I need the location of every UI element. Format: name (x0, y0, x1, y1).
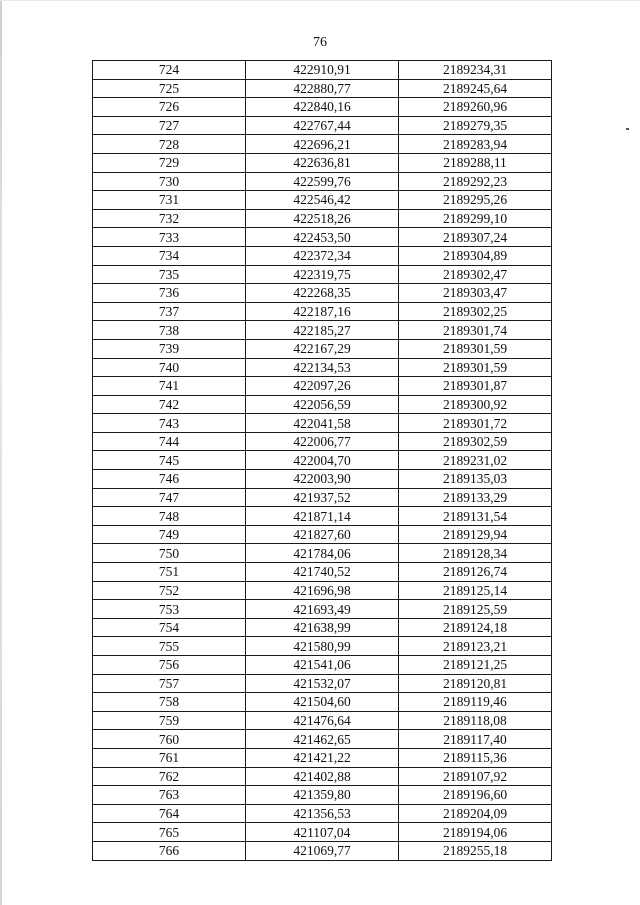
point-number-cell: 765 (93, 823, 246, 842)
table-row (93, 339, 552, 358)
y-coordinate-cell: 2189307,24 (399, 228, 552, 247)
y-coordinate-cell: 2189292,23 (399, 172, 552, 191)
x-coordinate-cell: 422880,77 (246, 79, 399, 98)
y-coordinate-cell: 2189301,59 (399, 339, 552, 358)
y-coordinate-cell: 2189119,46 (399, 693, 552, 712)
table-row (93, 637, 552, 656)
x-coordinate-cell: 421107,04 (246, 823, 399, 842)
x-coordinate-cell: 422185,27 (246, 321, 399, 340)
y-coordinate-cell: 2189196,60 (399, 786, 552, 805)
x-coordinate-cell: 421580,99 (246, 637, 399, 656)
point-number-cell: 751 (93, 563, 246, 582)
table-row (93, 507, 552, 526)
table-row (93, 674, 552, 693)
x-coordinate-cell: 422041,58 (246, 414, 399, 433)
point-number-cell: 733 (93, 228, 246, 247)
x-coordinate-cell: 421696,98 (246, 581, 399, 600)
table-row (93, 228, 552, 247)
y-coordinate-cell: 2189124,18 (399, 618, 552, 637)
point-number-cell: 741 (93, 377, 246, 396)
y-coordinate-cell: 2189279,35 (399, 116, 552, 135)
table-row (93, 414, 552, 433)
point-number-cell: 750 (93, 544, 246, 563)
y-coordinate-cell: 2189131,54 (399, 507, 552, 526)
table-row (93, 284, 552, 303)
point-number-cell: 743 (93, 414, 246, 433)
table-row (93, 841, 552, 860)
point-number-cell: 727 (93, 116, 246, 135)
y-coordinate-cell: 2189300,92 (399, 395, 552, 414)
table-row (93, 153, 552, 172)
point-number-cell: 763 (93, 786, 246, 805)
coordinates-table (92, 60, 552, 861)
x-coordinate-cell: 422003,90 (246, 470, 399, 489)
x-coordinate-cell: 422546,42 (246, 191, 399, 210)
y-coordinate-cell: 2189301,72 (399, 414, 552, 433)
x-coordinate-cell: 421504,60 (246, 693, 399, 712)
point-number-cell: 761 (93, 748, 246, 767)
y-coordinate-cell: 2189120,81 (399, 674, 552, 693)
y-coordinate-cell: 2189125,14 (399, 581, 552, 600)
y-coordinate-cell: 2189194,06 (399, 823, 552, 842)
point-number-cell: 756 (93, 656, 246, 675)
x-coordinate-cell: 421532,07 (246, 674, 399, 693)
y-coordinate-cell: 2189118,08 (399, 711, 552, 730)
y-coordinate-cell: 2189135,03 (399, 470, 552, 489)
x-coordinate-cell: 422910,91 (246, 61, 399, 80)
x-coordinate-cell: 421638,99 (246, 618, 399, 637)
point-number-cell: 732 (93, 209, 246, 228)
table-row (93, 488, 552, 507)
point-number-cell: 728 (93, 135, 246, 154)
x-coordinate-cell: 422636,81 (246, 153, 399, 172)
y-coordinate-cell: 2189204,09 (399, 804, 552, 823)
scan-edge-left (0, 0, 2, 905)
point-number-cell: 752 (93, 581, 246, 600)
table-row (93, 98, 552, 117)
x-coordinate-cell: 422599,76 (246, 172, 399, 191)
point-number-cell: 735 (93, 265, 246, 284)
point-number-cell: 759 (93, 711, 246, 730)
y-coordinate-cell: 2189126,74 (399, 563, 552, 582)
x-coordinate-cell: 422097,26 (246, 377, 399, 396)
table-row (93, 377, 552, 396)
point-number-cell: 744 (93, 432, 246, 451)
point-number-cell: 758 (93, 693, 246, 712)
y-coordinate-cell: 2189107,92 (399, 767, 552, 786)
point-number-cell: 749 (93, 525, 246, 544)
x-coordinate-cell: 421827,60 (246, 525, 399, 544)
table-row (93, 656, 552, 675)
table-row (93, 321, 552, 340)
table-row (93, 470, 552, 489)
x-coordinate-cell: 422187,16 (246, 302, 399, 321)
point-number-cell: 754 (93, 618, 246, 637)
x-coordinate-cell: 422134,53 (246, 358, 399, 377)
x-coordinate-cell: 422453,50 (246, 228, 399, 247)
table-row (93, 265, 552, 284)
point-number-cell: 757 (93, 674, 246, 693)
table-row (93, 209, 552, 228)
table-row (93, 786, 552, 805)
table-row (93, 432, 552, 451)
y-coordinate-cell: 2189128,34 (399, 544, 552, 563)
scan-edge-top (0, 0, 640, 1)
table-row (93, 693, 552, 712)
point-number-cell: 726 (93, 98, 246, 117)
x-coordinate-cell: 421356,53 (246, 804, 399, 823)
point-number-cell: 734 (93, 246, 246, 265)
table-row (93, 730, 552, 749)
table-row (93, 581, 552, 600)
table-row (93, 191, 552, 210)
y-coordinate-cell: 2189301,87 (399, 377, 552, 396)
point-number-cell: 725 (93, 79, 246, 98)
y-coordinate-cell: 2189303,47 (399, 284, 552, 303)
y-coordinate-cell: 2189129,94 (399, 525, 552, 544)
table-row (93, 246, 552, 265)
table-row (93, 525, 552, 544)
x-coordinate-cell: 421937,52 (246, 488, 399, 507)
table-row (93, 135, 552, 154)
table-row (93, 79, 552, 98)
x-coordinate-cell: 422518,26 (246, 209, 399, 228)
point-number-cell: 745 (93, 451, 246, 470)
y-coordinate-cell: 2189121,25 (399, 656, 552, 675)
point-number-cell: 755 (93, 637, 246, 656)
point-number-cell: 766 (93, 841, 246, 860)
y-coordinate-cell: 2189115,36 (399, 748, 552, 767)
point-number-cell: 746 (93, 470, 246, 489)
x-coordinate-cell: 422840,16 (246, 98, 399, 117)
point-number-cell: 748 (93, 507, 246, 526)
y-coordinate-cell: 2189283,94 (399, 135, 552, 154)
x-coordinate-cell: 421740,52 (246, 563, 399, 582)
x-coordinate-cell: 421871,14 (246, 507, 399, 526)
point-number-cell: 762 (93, 767, 246, 786)
table-row (93, 172, 552, 191)
table-row (93, 618, 552, 637)
y-coordinate-cell: 2189302,47 (399, 265, 552, 284)
y-coordinate-cell: 2189302,25 (399, 302, 552, 321)
x-coordinate-cell: 421462,65 (246, 730, 399, 749)
x-coordinate-cell: 422696,21 (246, 135, 399, 154)
y-coordinate-cell: 2189301,59 (399, 358, 552, 377)
table-row (93, 823, 552, 842)
x-coordinate-cell: 422006,77 (246, 432, 399, 451)
y-coordinate-cell: 2189123,21 (399, 637, 552, 656)
x-coordinate-cell: 422767,44 (246, 116, 399, 135)
table-row (93, 748, 552, 767)
table-row (93, 711, 552, 730)
y-coordinate-cell: 2189302,59 (399, 432, 552, 451)
x-coordinate-cell: 422056,59 (246, 395, 399, 414)
y-coordinate-cell: 2189288,11 (399, 153, 552, 172)
x-coordinate-cell: 422372,34 (246, 246, 399, 265)
point-number-cell: 764 (93, 804, 246, 823)
table-row (93, 116, 552, 135)
x-coordinate-cell: 421402,88 (246, 767, 399, 786)
x-coordinate-cell: 422319,75 (246, 265, 399, 284)
table-row (93, 767, 552, 786)
point-number-cell: 729 (93, 153, 246, 172)
x-coordinate-cell: 421069,77 (246, 841, 399, 860)
y-coordinate-cell: 2189299,10 (399, 209, 552, 228)
table-row (93, 451, 552, 470)
point-number-cell: 736 (93, 284, 246, 303)
y-coordinate-cell: 2189133,29 (399, 488, 552, 507)
point-number-cell: 753 (93, 600, 246, 619)
point-number-cell: 724 (93, 61, 246, 80)
y-coordinate-cell: 2189117,40 (399, 730, 552, 749)
x-coordinate-cell: 421784,06 (246, 544, 399, 563)
table-row (93, 544, 552, 563)
x-coordinate-cell: 421476,64 (246, 711, 399, 730)
x-coordinate-cell: 421421,22 (246, 748, 399, 767)
y-coordinate-cell: 2189245,64 (399, 79, 552, 98)
table-row (93, 61, 552, 80)
y-coordinate-cell: 2189231,02 (399, 451, 552, 470)
page-number: 76 (313, 35, 327, 50)
point-number-cell: 760 (93, 730, 246, 749)
table-row (93, 563, 552, 582)
y-coordinate-cell: 2189125,59 (399, 600, 552, 619)
x-coordinate-cell: 422004,70 (246, 451, 399, 470)
point-number-cell: 730 (93, 172, 246, 191)
scan-speck (626, 128, 629, 130)
y-coordinate-cell: 2189301,74 (399, 321, 552, 340)
x-coordinate-cell: 422268,35 (246, 284, 399, 303)
point-number-cell: 731 (93, 191, 246, 210)
y-coordinate-cell: 2189304,89 (399, 246, 552, 265)
point-number-cell: 738 (93, 321, 246, 340)
table-row (93, 600, 552, 619)
x-coordinate-cell: 421359,80 (246, 786, 399, 805)
table-row (93, 302, 552, 321)
point-number-cell: 740 (93, 358, 246, 377)
point-number-cell: 739 (93, 339, 246, 358)
x-coordinate-cell: 421541,06 (246, 656, 399, 675)
x-coordinate-cell: 422167,29 (246, 339, 399, 358)
table-row (93, 804, 552, 823)
table-row (93, 395, 552, 414)
y-coordinate-cell: 2189295,26 (399, 191, 552, 210)
point-number-cell: 747 (93, 488, 246, 507)
y-coordinate-cell: 2189260,96 (399, 98, 552, 117)
y-coordinate-cell: 2189255,18 (399, 841, 552, 860)
y-coordinate-cell: 2189234,31 (399, 61, 552, 80)
x-coordinate-cell: 421693,49 (246, 600, 399, 619)
coordinates-table-body (93, 61, 552, 861)
table-row (93, 358, 552, 377)
point-number-cell: 737 (93, 302, 246, 321)
point-number-cell: 742 (93, 395, 246, 414)
